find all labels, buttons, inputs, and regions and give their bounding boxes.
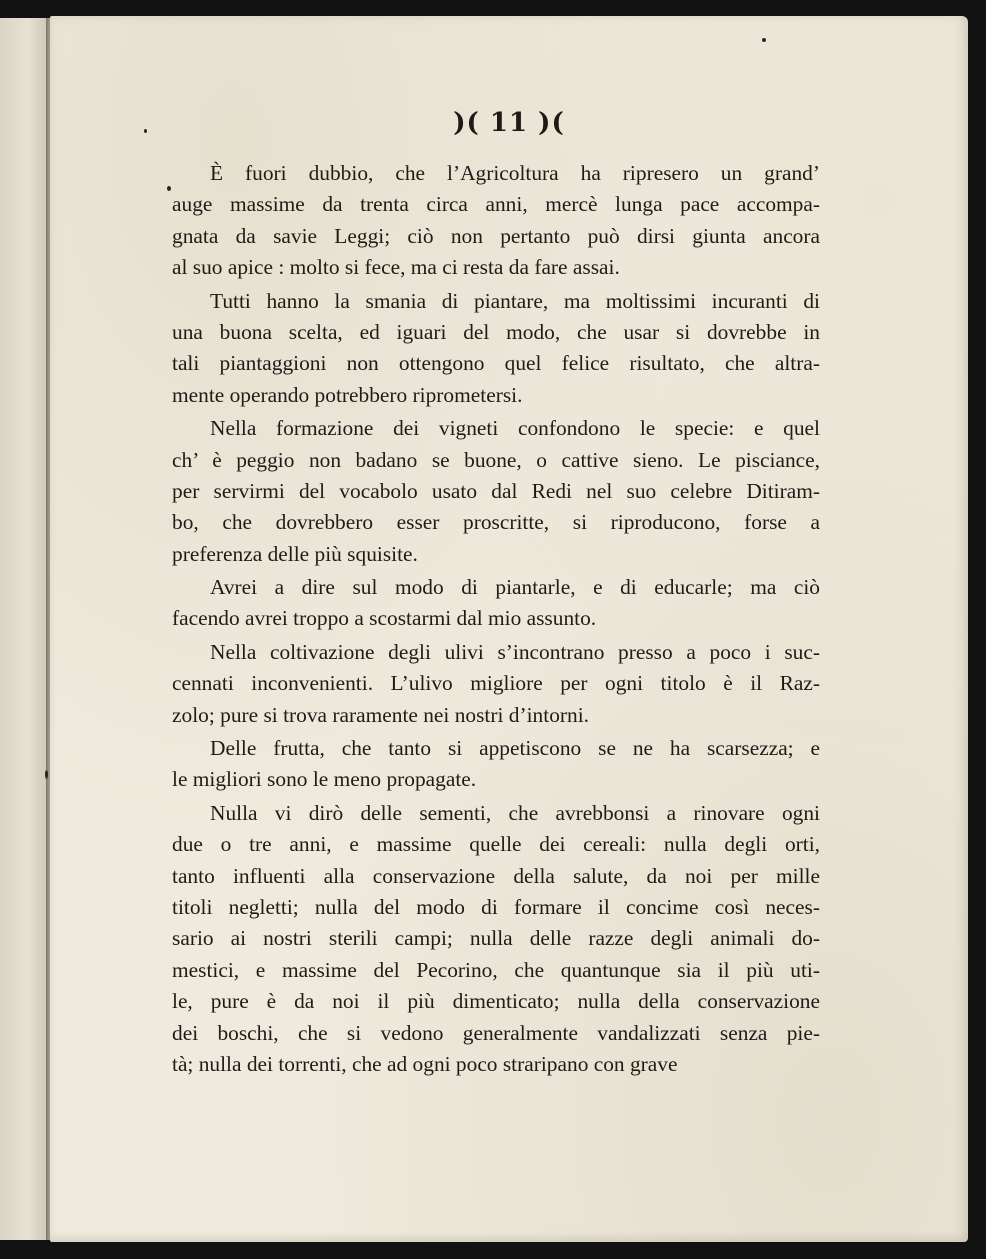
ink-speck: [167, 186, 171, 191]
text-line: Delle frutta, che tanto si appetiscono se ne ha scarsezza; e: [210, 736, 820, 761]
text-line: ch’ è peggio non badano se buone, o cattive sieno. Le pisciance,: [172, 447, 820, 472]
text-line: cennati inconvenienti. L’ulivo migliore per ogni titolo è il Raz-: [172, 671, 820, 696]
facing-page-edge: [0, 18, 47, 1240]
text-line: È fuori dubbio, che l’Agricoltura ha ripresero un grand’: [210, 161, 820, 185]
text-line: auge massime da trenta circa anni, mercè lunga pace accompa-: [172, 192, 820, 217]
text-line: Nulla vi dirò delle sementi, che avrebbonsi a rinovare ogni: [210, 800, 820, 825]
text-line: una buona scelta, ed iguari del modo, che usar si dovrebbe in: [172, 319, 820, 344]
text-line: mente operando potrebbero riprometersi.: [172, 382, 523, 407]
text-line: le, pure è da noi il più dimenticato; nulla della conservazione: [172, 989, 820, 1014]
text-line: al suo apice : molto si fece, ma ci resta da fare assai.: [172, 255, 620, 280]
text-line: mestici, e massime del Pecorino, che quantunque sia il più uti-: [172, 957, 820, 982]
book-page: [50, 16, 968, 1242]
text-line: titoli negletti; nulla del modo di formare il concime così neces-: [172, 894, 820, 919]
text-line: bo, che dovrebbero esser proscritte, si riproducono, forse a: [172, 510, 820, 535]
text-line: tanto influenti alla conservazione della salute, da noi per mille: [172, 863, 820, 888]
ink-speck: [762, 38, 766, 42]
text-line: tà; nulla dei torrenti, che ad ogni poco straripano con grave: [172, 1051, 678, 1076]
text-line: preferenza delle più squisite.: [172, 541, 418, 566]
text-line: Nella formazione dei vigneti confondono le specie: e quel: [210, 416, 820, 441]
text-line: gnata da savie Leggi; ciò non pertanto può dirsi giunta ancora: [172, 223, 820, 248]
text-line: Avrei a dire sul modo di piantarle, e di educarle; ma ciò: [210, 575, 820, 600]
text-line: sario ai nostri sterili campi; nulla delle razze degli animali do-: [172, 926, 820, 951]
page-number: )( 11 )(: [453, 108, 565, 138]
text-line: zolo; pure si trova raramente nei nostri d’intorni.: [172, 702, 589, 727]
text-line: dei boschi, che si vedono generalmente vandalizzati senza pie-: [172, 1020, 820, 1045]
text-line: due o tre anni, e massime quelle dei cereali: nulla degli orti,: [172, 832, 820, 857]
ink-speck: [144, 129, 147, 133]
ink-speck: [45, 770, 48, 779]
text-line: Tutti hanno la smania di piantare, ma moltissimi incuranti di: [210, 288, 820, 313]
text-line: per servirmi del vocabolo usato dal Redi nel suo celebre Ditiram-: [172, 478, 820, 503]
text-line: Nella coltivazione degli ulivi s’incontrano presso a poco i suc-: [210, 639, 820, 664]
text-line: le migliori sono le meno propagate.: [172, 767, 477, 792]
page-body-text: [172, 158, 820, 1080]
text-line: tali piantaggioni non ottengono quel felice risultato, che altra-: [172, 351, 820, 376]
text-line: facendo avrei troppo a scostarmi dal mio assunto.: [172, 606, 597, 631]
